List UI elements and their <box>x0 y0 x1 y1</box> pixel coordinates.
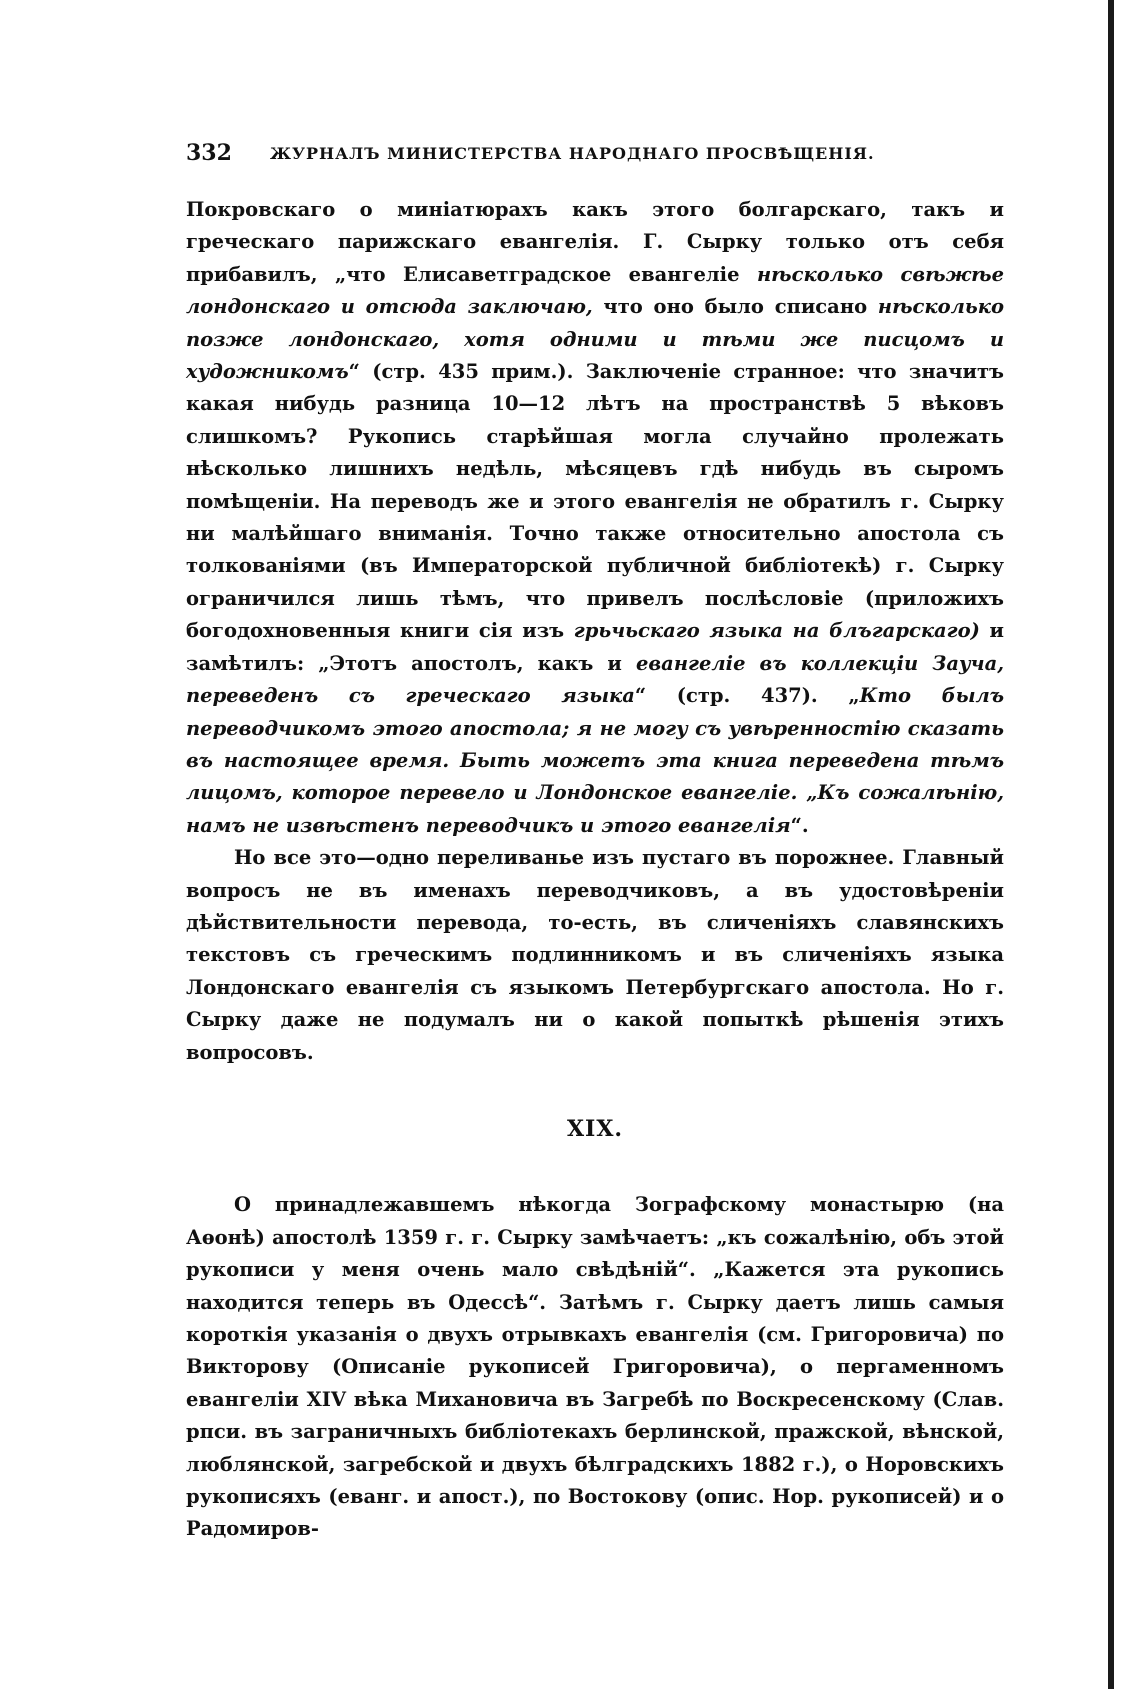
paragraph-1-part-3: “ (стр. 435 прим.). Заключеніе странное: что значитъ какая нибудь разница 10—12 лѣтъ на пространствѣ 5 вѣковъ слишкомъ? Рукопись старѣйшая могла случайно пролежать нѣсколько лишнихъ недѣль, мѣсяцевъ гдѣ нибудь въ сыромъ помѣщеніи. На переводъ же и этого евангелія не обратилъ г. Сырку ни малѣйшаго вниманія. Точно также относительно апостола съ толкованіями (въ Императорской публичной библіотекѣ) г. Сырку ограничился лишь тѣмъ, что привелъ послѣсловіе (приложихъ богодохновенныя книги сія изъ <box>186 360 1004 643</box>
page-edge-rule <box>1108 0 1114 1689</box>
body-text <box>186 194 1004 1546</box>
paragraph-1-italic-2: нѣсколько позже лондонскаго, хотя одними и тѣми же писцомъ и художникомъ <box>186 295 1004 384</box>
paragraph-2: Но все это—одно переливанье изъ пустаго въ порожнее. Главный вопросъ не въ именахъ переводчиковъ, а въ удостовѣреніи дѣйствительности перевода, то-есть, въ сличеніяхъ славянскихъ текстовъ съ греческимъ подлинникомъ и въ сличеніяхъ языка Лондонскаго евангелія съ языкомъ Петербургскаго апостола. Но г. Сырку даже не подумалъ ни о какой попыткѣ рѣшенія этихъ вопросовъ. <box>186 846 1004 1064</box>
paragraph-1 <box>186 194 1004 842</box>
paragraph-1-part-1: Покровскаго о миніатюрахъ какъ этого болгарскаго, такъ и греческаго парижскаго евангелія. Г. Сырку только отъ себя прибавилъ, „что Елисаветградское евангеліе <box>186 198 1004 286</box>
paragraph-1-italic-1: нѣсколько свѣжѣе лондонскаго и отсюда заключаю, <box>186 262 1004 319</box>
section-heading: XIX. <box>566 1115 624 1142</box>
paragraph-1-italic-5: Кто былъ переводчикомъ этого апостола; я не могу съ увѣренностію сказать въ настоящее время. Быть можетъ эта книга переведена тѣмъ лицомъ, которое перевело и Лондонское евангеліе. „Къ сожалѣнію, намъ не извѣстенъ переводчикъ и этого евангелія <box>186 684 1004 837</box>
page-number: 332 <box>186 140 232 166</box>
paragraph-1-part-5: “ (стр. 437). „ <box>634 684 860 708</box>
paragraph-1-italic-3: грьчьскаго языка на блъгарскаго) <box>573 619 980 643</box>
paragraph-1-italic-4: евангеліе въ коллекціи Зауча, переведенъ съ греческаго языка <box>186 651 1005 708</box>
paragraph-1-part-2: что оно было списано <box>592 295 878 319</box>
paragraph-1-part-4: и замѣтилъ: „Этотъ апостолъ, какъ и <box>186 619 1004 675</box>
running-title: ЖУРНАЛЪ МИНИСТЕРСТВА НАРОДНАГО ПРОСВѢЩЕНІЯ. <box>270 144 875 163</box>
page-header <box>186 140 1006 174</box>
paragraph-1-part-6: “. <box>790 813 809 837</box>
paragraph-3: О принадлежавшемъ нѣкогда Зографскому монастырю (на Аѳонѣ) апостолѣ 1359 г. г. Сырку замѣчаетъ: „къ сожалѣнію, объ этой рукописи у меня очень мало свѣдѣній“. „Кажется эта рукопись находится теперь въ Одессѣ“. Затѣмъ г. Сырку даетъ лишь самыя короткія указанія о двухъ отрывкахъ евангелія (см. Григоровича) по Викторову (Описаніе рукописей Григоровича), о пергаменномъ евангеліи XIV вѣка Михановича въ Загребѣ по Воскресенскому (Слав. рпси. въ заграничныхъ библіотекахъ берлинской, пражской, вѣнской, люблянской, загребской и двухъ бѣлградскихъ 1882 г.), о Норовскихъ рукописяхъ (еванг. и апост.), по Востокову (опис. Нор. рукописей) и о Радомиров- <box>186 1193 1004 1541</box>
